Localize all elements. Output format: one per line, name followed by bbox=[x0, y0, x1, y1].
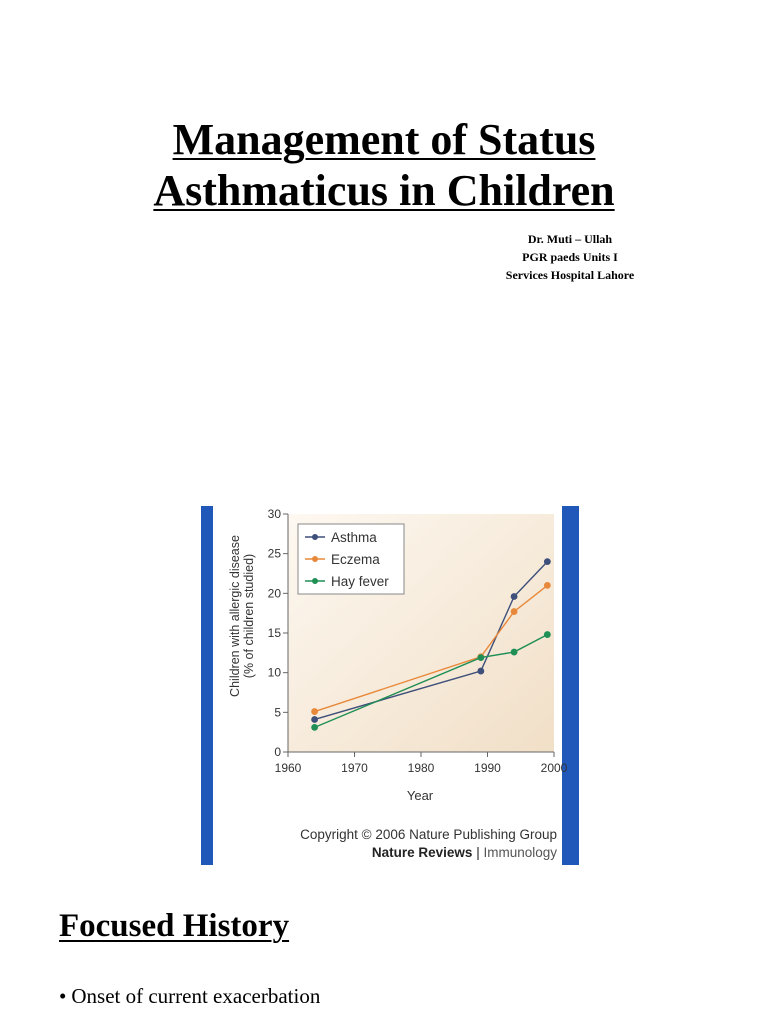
y-tick-label: 30 bbox=[267, 507, 281, 521]
legend-label: Asthma bbox=[331, 530, 377, 545]
journal-credit: Nature Reviews | Immunology bbox=[371, 845, 557, 860]
x-axis-label: Year bbox=[406, 788, 434, 803]
legend-label: Hay fever bbox=[331, 574, 389, 589]
x-tick-label: 1960 bbox=[274, 761, 302, 775]
page-title bbox=[84, 114, 684, 216]
chart-panel bbox=[213, 506, 568, 865]
legend-swatch-dot bbox=[312, 534, 318, 540]
y-tick-label: 20 bbox=[267, 586, 281, 601]
x-tick-label: 1970 bbox=[341, 761, 368, 775]
legend-label: Eczema bbox=[331, 552, 380, 567]
data-point bbox=[511, 608, 518, 615]
data-point bbox=[311, 724, 318, 731]
data-point bbox=[477, 668, 484, 675]
data-point bbox=[511, 649, 518, 656]
journal-name: Nature Reviews bbox=[371, 845, 473, 860]
y-tick-label: 25 bbox=[267, 546, 281, 561]
x-tick-label: 2000 bbox=[540, 761, 568, 775]
y-tick-label: 5 bbox=[274, 705, 281, 720]
y-axis-label-line2: (% of children studied) bbox=[242, 553, 256, 679]
bullet-item: • Onset of current exacerbation bbox=[59, 981, 320, 1011]
data-point bbox=[311, 708, 318, 715]
chart-figure bbox=[201, 506, 579, 865]
data-point bbox=[544, 582, 551, 589]
allergic-disease-chart bbox=[213, 506, 568, 865]
section-heading: Focused History bbox=[59, 908, 290, 944]
title-line-2: Asthmaticus in Children bbox=[153, 166, 615, 215]
title-line-1: Management of Status bbox=[172, 115, 596, 164]
y-axis-label-line1: Children with allergic disease bbox=[228, 535, 242, 697]
data-point bbox=[544, 558, 551, 565]
y-tick-label: 10 bbox=[267, 665, 281, 680]
x-tick-label: 1980 bbox=[407, 761, 435, 775]
data-point bbox=[544, 631, 551, 638]
author-name: Dr. Muti – Ullah bbox=[527, 232, 613, 246]
bullet-list bbox=[59, 981, 320, 1011]
x-tick-label: 1990 bbox=[474, 761, 501, 775]
chart-legend bbox=[298, 524, 404, 594]
journal-section: Immunology bbox=[483, 845, 557, 860]
copyright-text: Copyright © 2006 Nature Publishing Group bbox=[300, 827, 557, 842]
author-position: PGR paeds Units I bbox=[522, 250, 618, 264]
author-block bbox=[470, 230, 670, 284]
data-point bbox=[477, 654, 484, 661]
y-tick-label: 15 bbox=[267, 626, 281, 640]
legend-swatch-dot bbox=[312, 578, 318, 584]
data-point bbox=[511, 593, 518, 600]
legend-swatch-dot bbox=[312, 556, 318, 562]
data-point bbox=[311, 716, 318, 723]
author-institution: Services Hospital Lahore bbox=[505, 268, 635, 282]
y-tick-label: 0 bbox=[274, 745, 281, 759]
